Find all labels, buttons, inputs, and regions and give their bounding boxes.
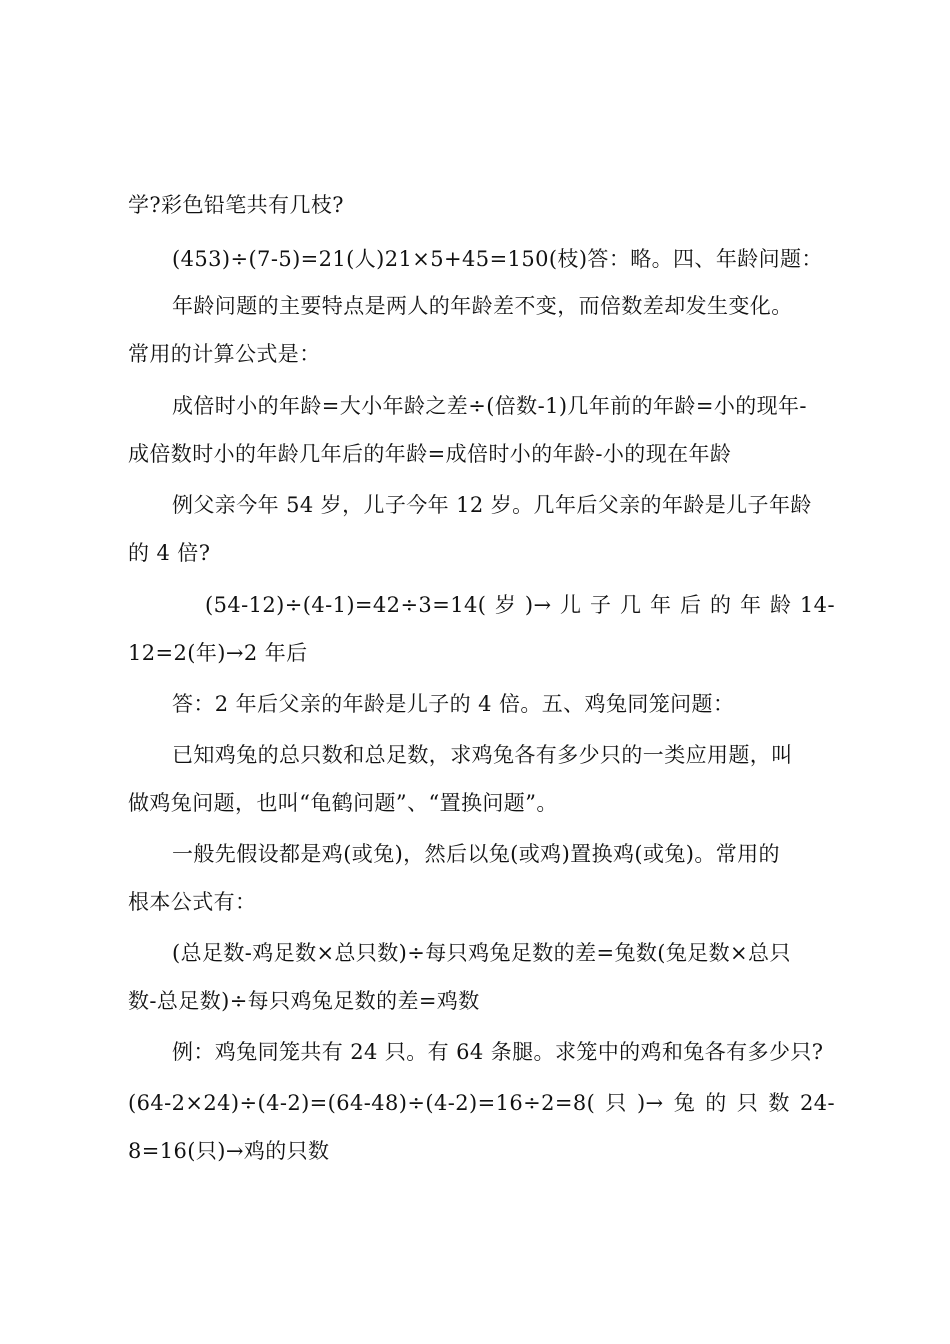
text-line: 做鸡兔问题，也叫“龟鹤问题”、“置换问题”。: [128, 791, 558, 815]
text-token: 数: [768, 1091, 790, 1115]
text-token: 的: [705, 1091, 727, 1115]
text-token: 兔: [673, 1091, 696, 1115]
text-line: 答：2 年后父亲的年龄是儿子的 4 倍。五、鸡兔同笼问题：: [172, 692, 735, 716]
text-line: (总足数-鸡足数×总只数)÷每只鸡兔足数的差=兔数(兔足数×总只: [172, 941, 791, 965]
text-token: 龄: [769, 593, 792, 617]
text-token: )→: [524, 593, 552, 617]
text-line: 8=16(只)→鸡的只数: [128, 1139, 330, 1163]
text-token: 只: [605, 1091, 627, 1115]
text-token: 年: [739, 593, 762, 617]
text-token: 岁: [494, 593, 517, 617]
text-line: 例：鸡兔同笼共有 24 只。有 64 条腿。求笼中的鸡和兔各有多少只?: [172, 1040, 824, 1064]
text-line: 成倍数时小的年龄几年后的年龄=成倍时小的年龄-小的现在年龄: [128, 442, 732, 466]
text-token: )→: [636, 1091, 664, 1115]
text-token: 24-: [799, 1091, 835, 1115]
text-token: 后: [679, 593, 702, 617]
text-line: 学?彩色铅笔共有几枝?: [128, 193, 344, 217]
text-line: 年龄问题的主要特点是两人的年龄差不变，而倍数差却发生变化。: [172, 294, 793, 318]
text-line: 根本公式有：: [128, 890, 257, 914]
text-line: 12=2(年)→2 年后: [128, 641, 308, 665]
text-line: 数-总足数)÷每只鸡兔足数的差=鸡数: [128, 989, 480, 1013]
text-line-justified: [205, 590, 835, 620]
text-token: 几: [620, 593, 642, 617]
text-token: 的: [709, 593, 732, 617]
text-line: (453)÷(7-5)=21(人)21×5+45=150(枝)答：略。四、年龄问题：: [172, 247, 823, 271]
text-token: 只: [736, 1091, 759, 1115]
text-line-justified: [128, 1088, 835, 1118]
text-line: 成倍时小的年龄=大小年龄之差÷(倍数-1)几年前的年龄=小的现年-: [172, 394, 807, 418]
text-token: 14-: [799, 593, 835, 617]
text-line: 已知鸡兔的总只数和总足数，求鸡兔各有多少只的一类应用题，叫: [172, 743, 793, 767]
text-token: 子: [590, 593, 612, 617]
text-token: 年: [650, 593, 672, 617]
text-line: 常用的计算公式是：: [128, 342, 321, 366]
text-line: 的 4 倍?: [128, 541, 211, 565]
text-line: 例父亲今年 54 岁，儿子今年 12 岁。几年后父亲的年龄是儿子年龄: [172, 493, 812, 517]
text-token: (54-12)÷(4-1)=42÷3=14(: [205, 593, 487, 617]
text-token: 儿: [560, 593, 582, 617]
text-line: 一般先假设都是鸡(或兔)，然后以兔(或鸡)置换鸡(或兔)。常用的: [172, 842, 780, 866]
text-token: (64-2×24)÷(4-2)=(64-48)÷(4-2)=16÷2=8(: [128, 1091, 596, 1115]
